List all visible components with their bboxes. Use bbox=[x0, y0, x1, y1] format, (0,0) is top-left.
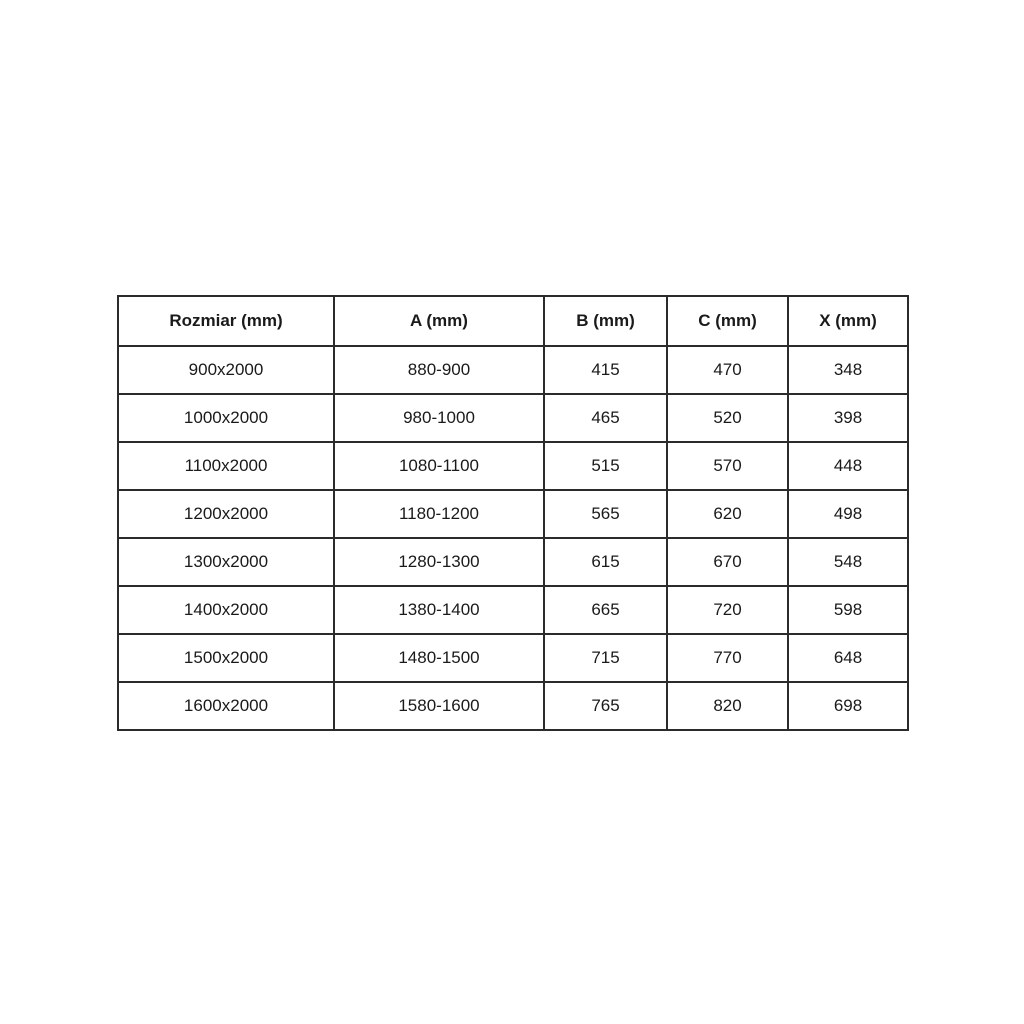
table-cell: 665 bbox=[544, 586, 667, 634]
table-row bbox=[118, 586, 908, 634]
table-row bbox=[118, 682, 908, 730]
table-cell: 1300x2000 bbox=[118, 538, 334, 586]
table-cell: 880-900 bbox=[334, 346, 544, 394]
table-cell: 1000x2000 bbox=[118, 394, 334, 442]
column-header: C (mm) bbox=[667, 296, 788, 346]
table-cell: 498 bbox=[788, 490, 908, 538]
column-header: A (mm) bbox=[334, 296, 544, 346]
dimension-spec-table bbox=[117, 295, 909, 731]
table-cell: 470 bbox=[667, 346, 788, 394]
table-row bbox=[118, 538, 908, 586]
table-row bbox=[118, 634, 908, 682]
table-cell: 1500x2000 bbox=[118, 634, 334, 682]
table-cell: 598 bbox=[788, 586, 908, 634]
table-cell: 670 bbox=[667, 538, 788, 586]
column-header: X (mm) bbox=[788, 296, 908, 346]
table-cell: 1080-1100 bbox=[334, 442, 544, 490]
table-cell: 1380-1400 bbox=[334, 586, 544, 634]
table-cell: 820 bbox=[667, 682, 788, 730]
table-cell: 620 bbox=[667, 490, 788, 538]
table-cell: 770 bbox=[667, 634, 788, 682]
table-cell: 1480-1500 bbox=[334, 634, 544, 682]
table-cell: 1400x2000 bbox=[118, 586, 334, 634]
table-cell: 1600x2000 bbox=[118, 682, 334, 730]
table-cell: 1180-1200 bbox=[334, 490, 544, 538]
table-cell: 520 bbox=[667, 394, 788, 442]
table-cell: 698 bbox=[788, 682, 908, 730]
table-cell: 715 bbox=[544, 634, 667, 682]
table-cell: 720 bbox=[667, 586, 788, 634]
table-cell: 980-1000 bbox=[334, 394, 544, 442]
table-row bbox=[118, 394, 908, 442]
table-cell: 1100x2000 bbox=[118, 442, 334, 490]
table-cell: 570 bbox=[667, 442, 788, 490]
table-cell: 348 bbox=[788, 346, 908, 394]
table-row bbox=[118, 346, 908, 394]
table-row bbox=[118, 442, 908, 490]
table-cell: 548 bbox=[788, 538, 908, 586]
table-cell: 900x2000 bbox=[118, 346, 334, 394]
table-cell: 465 bbox=[544, 394, 667, 442]
column-header: Rozmiar (mm) bbox=[118, 296, 334, 346]
table-cell: 448 bbox=[788, 442, 908, 490]
table-cell: 398 bbox=[788, 394, 908, 442]
table-cell: 415 bbox=[544, 346, 667, 394]
column-header: B (mm) bbox=[544, 296, 667, 346]
table-cell: 1580-1600 bbox=[334, 682, 544, 730]
table-row bbox=[118, 490, 908, 538]
table-cell: 565 bbox=[544, 490, 667, 538]
table-cell: 765 bbox=[544, 682, 667, 730]
table-cell: 615 bbox=[544, 538, 667, 586]
table-cell: 648 bbox=[788, 634, 908, 682]
table-cell: 1280-1300 bbox=[334, 538, 544, 586]
table-header-row bbox=[118, 296, 908, 346]
table-cell: 515 bbox=[544, 442, 667, 490]
table-cell: 1200x2000 bbox=[118, 490, 334, 538]
